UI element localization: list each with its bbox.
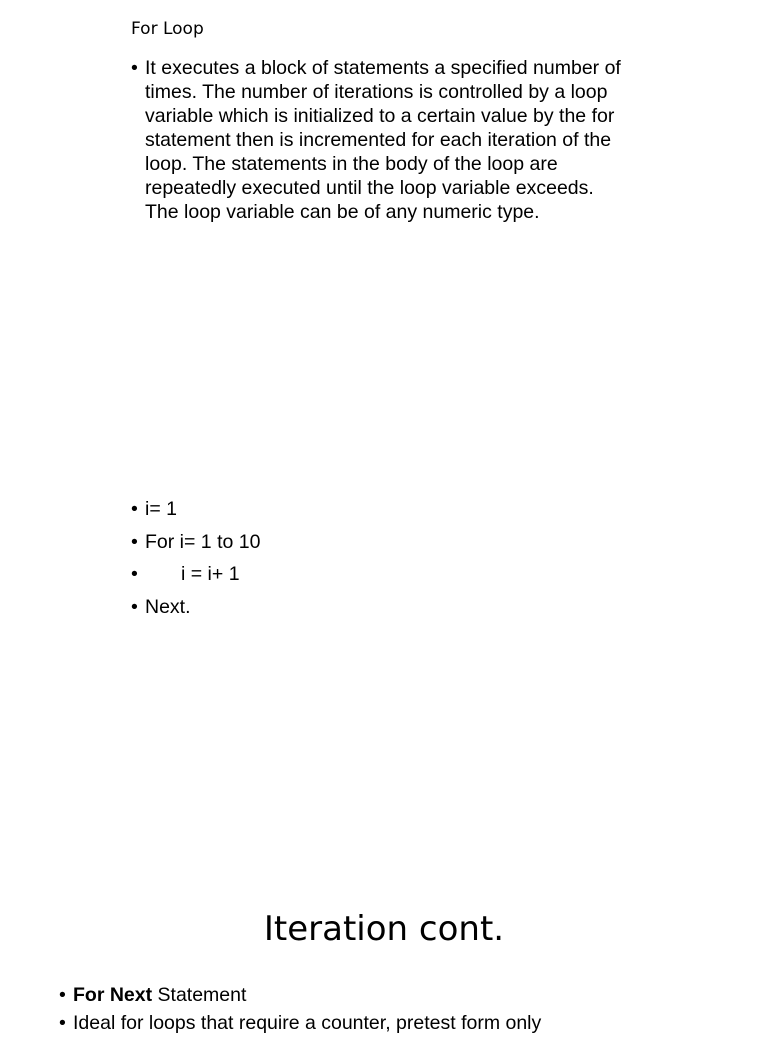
code-line: • For i= 1 to 10 [131, 530, 531, 554]
code-line-text: i = i+ 1 [181, 563, 240, 585]
description-bullet: • It executes a block of statements a specified number of times. The number of iterations is controlled by a loop variable which is initialized to a certain value by the for statement then is incremented for each iteration of the loop. The statements in the body of the loop are repeatedly executed until the loop variable exceeds. The loop variable can be of any numeric type. [131, 56, 626, 224]
code-line [131, 562, 531, 586]
bullet-text: Ideal for loops that require a counter, pretest form only [73, 1012, 542, 1034]
slide-heading: For Loop [131, 19, 204, 39]
description-list [131, 56, 626, 224]
next-bullet [59, 1011, 739, 1035]
code-line: • Next. [131, 595, 531, 619]
next-bullet-list [59, 983, 739, 1039]
next-bullet [59, 983, 739, 1007]
code-list [131, 497, 531, 627]
bullet-bold-text: For Next [73, 984, 153, 1006]
bullet-text: Statement [152, 984, 247, 1006]
code-line: • i= 1 [131, 497, 531, 521]
slide-title: Iteration cont. [263, 909, 505, 949]
